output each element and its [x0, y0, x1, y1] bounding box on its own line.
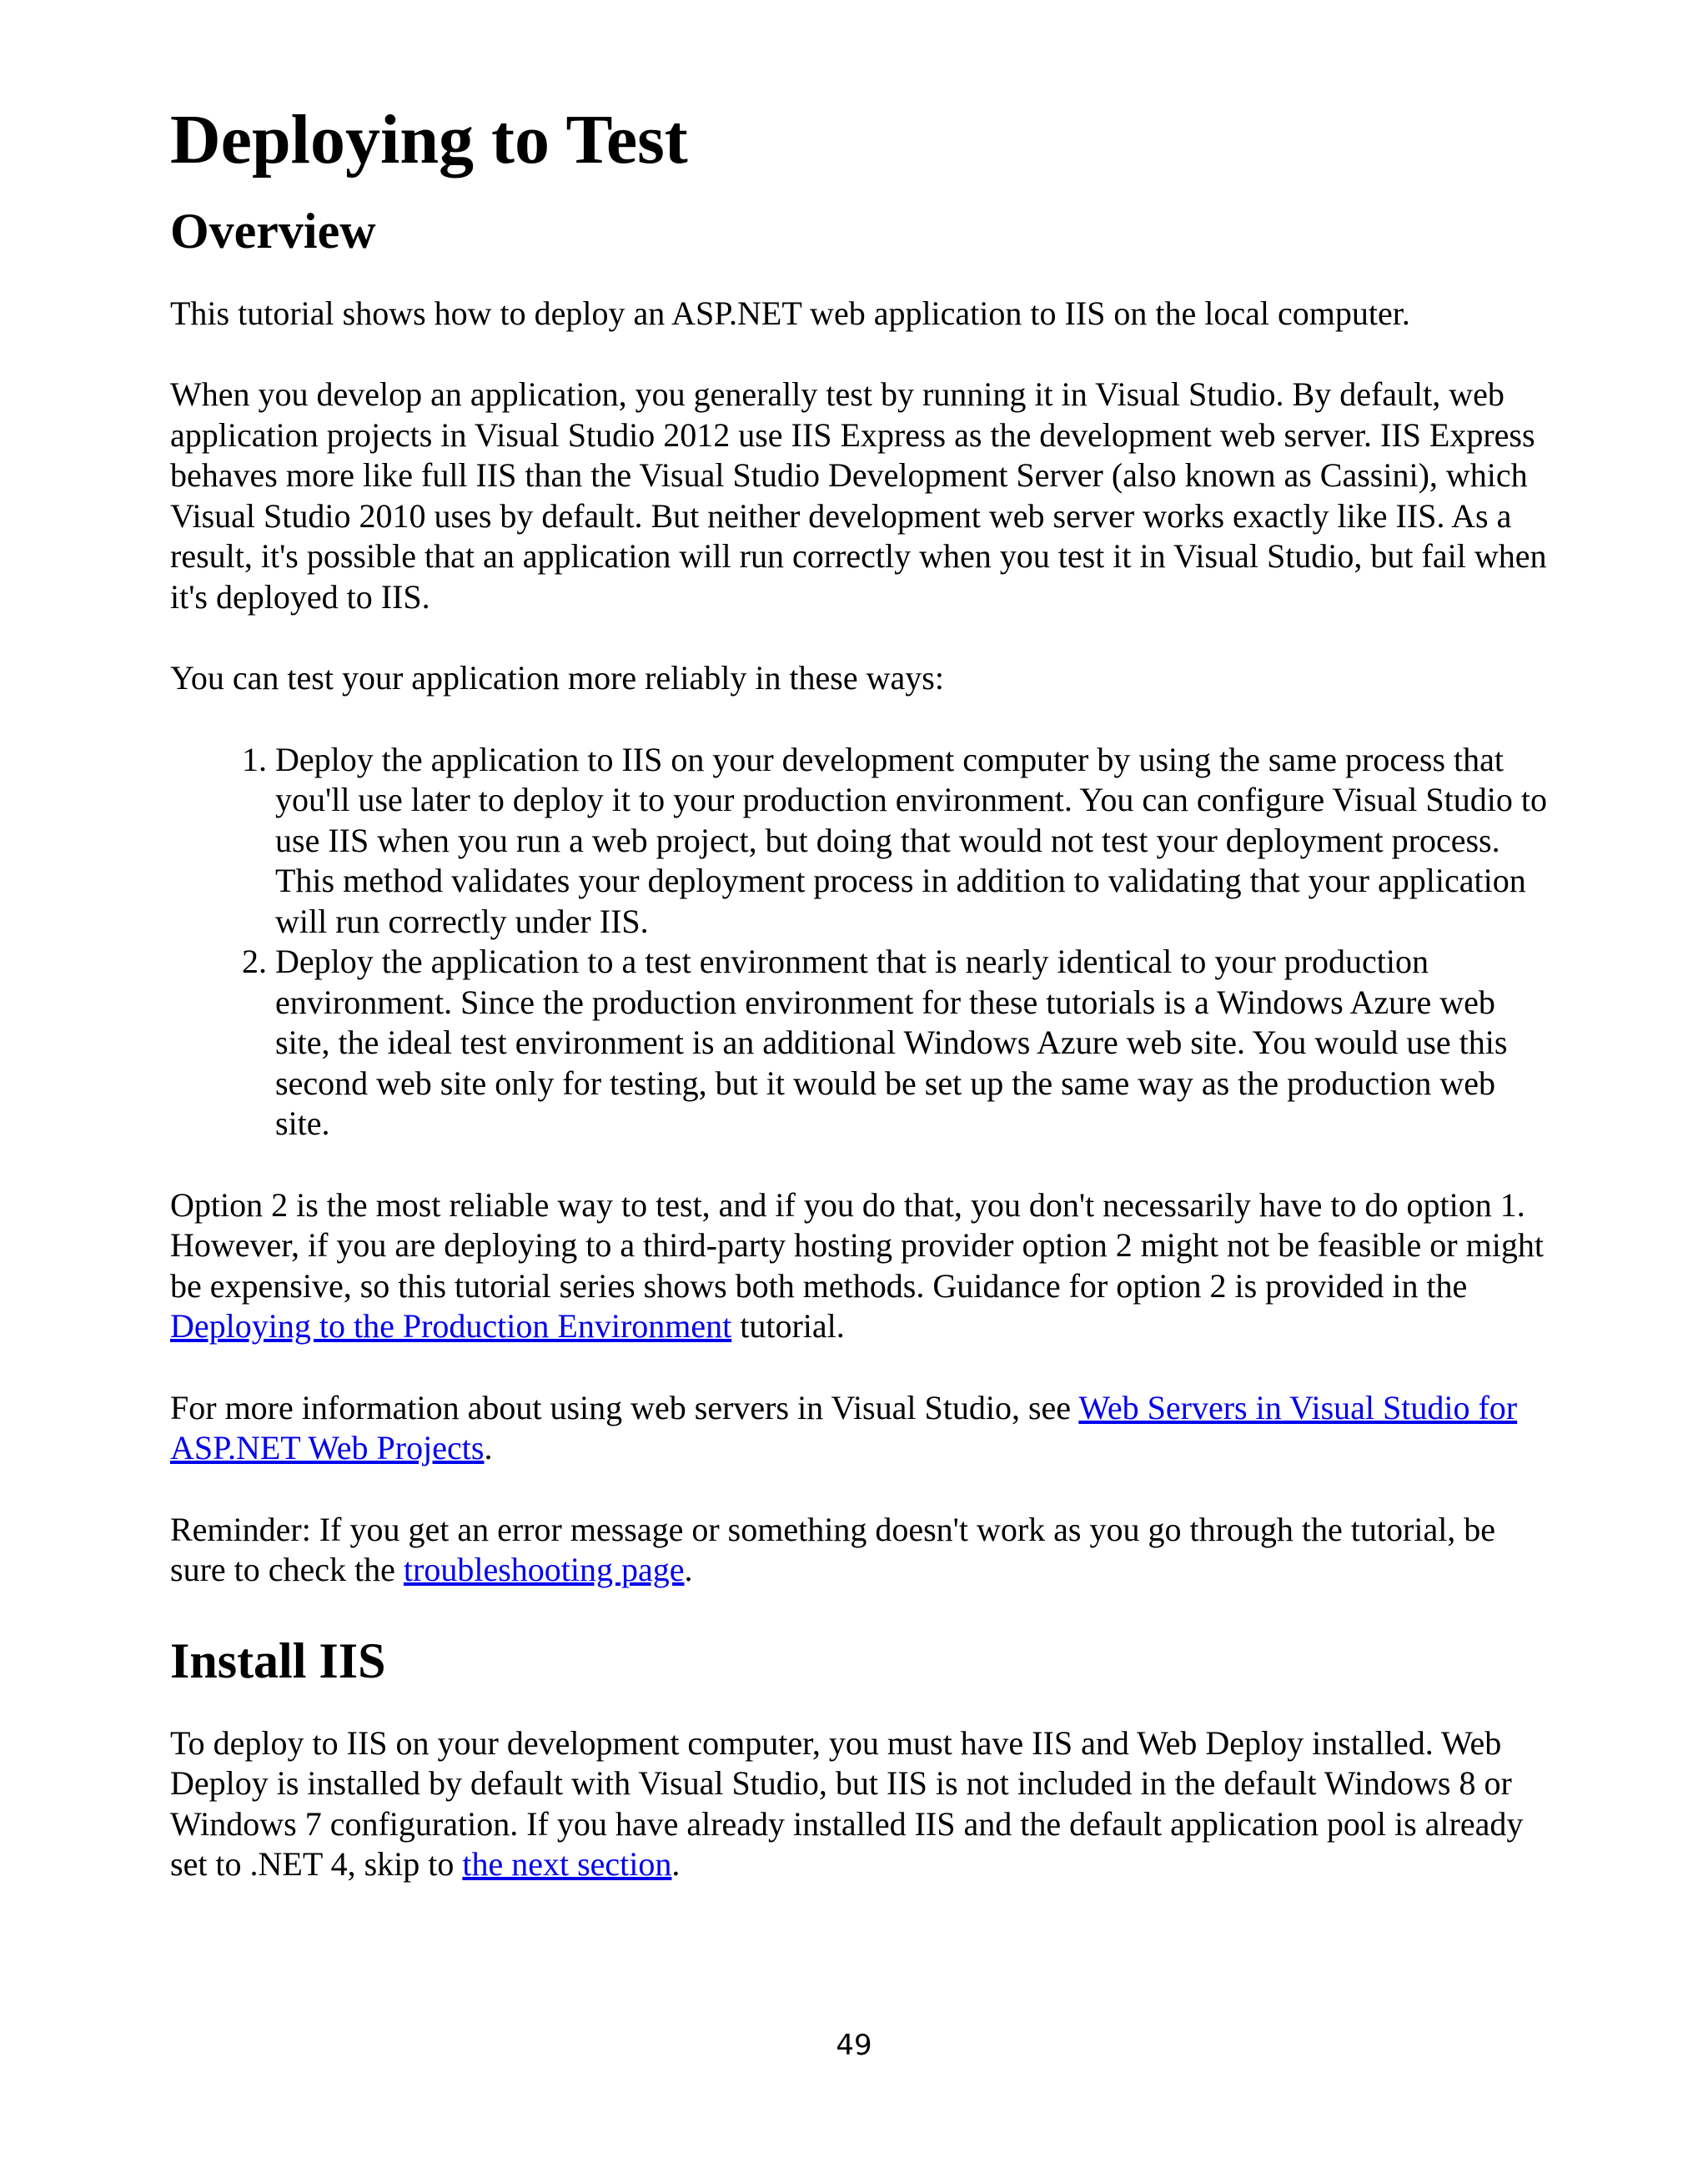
overview-paragraph-1: This tutorial shows how to deploy an ASP.NET web application to IIS on the local computer. — [170, 294, 1410, 332]
paragraph-text: Reminder: If you get an error message or something doesn't work as you go through the tutorial, be sure to check the — [170, 1510, 1496, 1589]
paragraph-text: For more information about using web servers in Visual Studio, see — [170, 1388, 1079, 1426]
overview-paragraph-2: When you develop an application, you generally test by running it in Visual Studio. By default, web application projects in Visual Studio 2012 use IIS Express as the development web server. IIS Express behaves more like full IIS than the Visual Studio Development Server (also known as Cassini), which Visual Studio 2010 uses by default. But neither development web server works exactly like IIS. As a result, it's possible that an application will run correctly when you test it in Visual Studio, but fail when it's deployed to IIS. — [170, 375, 1547, 616]
overview-paragraph-3: You can test your application more reliably in these ways: — [170, 659, 944, 697]
install-iis-heading: Install IIS — [170, 1632, 386, 1688]
page-title: Deploying to Test — [170, 101, 688, 179]
paragraph-text: tutorial. — [731, 1307, 845, 1346]
paragraph-text: Option 2 is the most reliable way to test, and if you do that, you don't necessarily have to do option 1. However, if you are deploying to a third-party hosting provider option 2 might not be feasible or might be expensive, so this tutorial series shows both methods. Guidance for option 2 is provided in the — [170, 1185, 1544, 1305]
list-item: 1. Deploy the application to IIS on your development computer by using the same process that you'll use later to deploy it to your production environment. You can configure Visual Studio to use IIS when you run a web project, but doing that would not test your deployment process. This method validates your deployment process in addition to validating that your application will run correctly under IIS. — [275, 740, 1555, 943]
overview-paragraph-6 — [170, 1510, 1555, 1591]
list-item: 2. Deploy the application to a test environment that is nearly identical to your production environment. Since the production environment for these tutorials is a Windows Azure web site, the ideal test environment is an additional Windows Azure web site. You would use this second web site only for testing, but it would be set up the same way as the production web site. — [275, 942, 1555, 1144]
install-paragraph-1 — [170, 1723, 1555, 1885]
troubleshooting-link[interactable]: troubleshooting page — [403, 1551, 685, 1589]
page-number: 49 — [836, 2029, 872, 2062]
production-environment-link[interactable]: Deploying to the Production Environment — [170, 1307, 732, 1346]
web-servers-link[interactable]: Web Servers in Visual Studio for ASP.NET Web Projects — [170, 1388, 1518, 1467]
testing-options-list — [170, 740, 1555, 1144]
paragraph-text: To deploy to IIS on your development computer, you must have IIS and Web Deploy installed. Web Deploy is installed by default with Visual Studio, but IIS is not included in the default Windows 8 or Windows 7 configuration. If you have already installed IIS and the default application pool is already set to .NET 4, skip to — [170, 1723, 1524, 1884]
next-section-link[interactable]: the next section — [462, 1845, 672, 1884]
overview-paragraph-4 — [170, 1185, 1555, 1347]
paragraph-text: . — [484, 1429, 493, 1467]
overview-heading: Overview — [170, 203, 376, 259]
paragraph-text: . — [684, 1551, 693, 1589]
document-page — [170, 100, 1555, 1926]
paragraph-text: . — [671, 1845, 681, 1884]
overview-paragraph-5 — [170, 1388, 1555, 1469]
